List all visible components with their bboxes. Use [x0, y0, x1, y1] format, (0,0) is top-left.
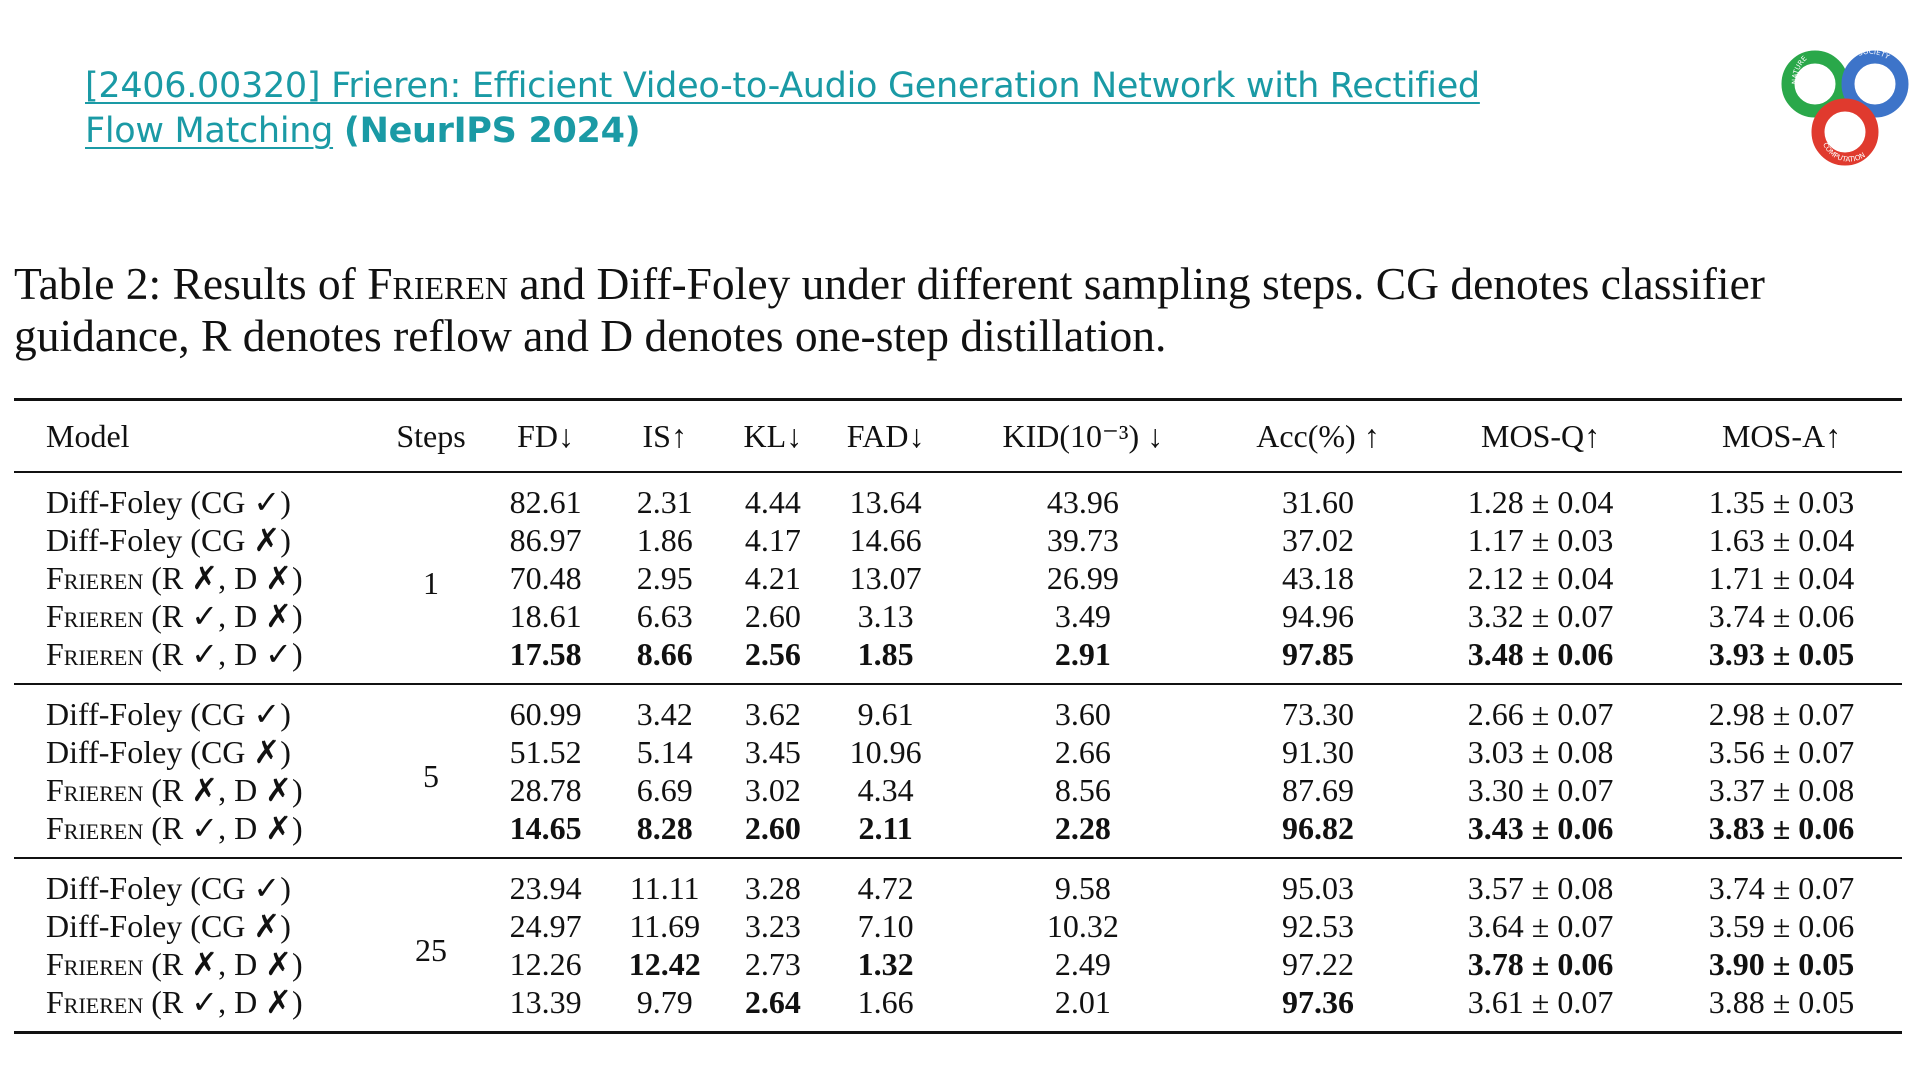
venue-label: (NeurIPS 2024): [343, 111, 641, 151]
cell-mos-q: 3.48 ± 0.06: [1467, 636, 1614, 672]
cell-fd: 28.78: [509, 772, 582, 808]
cell-mos-q: 3.43 ± 0.06: [1467, 810, 1614, 846]
cell-kid: 2.91: [1054, 636, 1111, 672]
cell-fd: 14.65: [509, 810, 582, 846]
cell-acc: 92.53: [1281, 908, 1354, 944]
cell-fd: 13.39: [509, 984, 582, 1020]
column-header-kid: KID(10⁻³) ↓: [1002, 418, 1164, 454]
cell-model: Frieren (R ✓, D ✗): [46, 984, 303, 1020]
cell-fad: 14.66: [849, 522, 922, 558]
cell-acc: 87.69: [1281, 772, 1354, 808]
paper-title: [85, 64, 1565, 154]
cell-kl: 2.73: [744, 946, 801, 982]
table-row: [14, 945, 1902, 983]
results-table-wrap: [14, 398, 1902, 1034]
cell-is: 2.95: [636, 560, 693, 596]
cell-fad: 4.72: [857, 870, 914, 906]
cell-mos-q: 3.61 ± 0.07: [1467, 984, 1614, 1020]
cell-is: 8.28: [636, 810, 693, 846]
cell-kid: 43.96: [1046, 484, 1119, 520]
table-row: [14, 809, 1902, 858]
cell-kl: 3.28: [744, 870, 801, 906]
cell-is: 3.42: [636, 696, 693, 732]
cell-fad: 3.13: [857, 598, 914, 634]
society-logo: [1775, 32, 1915, 172]
cell-steps: 1: [423, 565, 439, 601]
cell-model: Frieren (R ✗, D ✗): [46, 946, 303, 982]
results-table: [14, 398, 1902, 1034]
cell-acc: 37.02: [1281, 522, 1354, 558]
cell-model: Diff-Foley (CG ✓): [46, 696, 291, 732]
column-header-mos-q: MOS-Q↑: [1481, 418, 1601, 454]
cell-fd: 17.58: [509, 636, 582, 672]
cell-kid: 2.66: [1054, 734, 1111, 770]
cell-acc: 94.96: [1281, 598, 1354, 634]
cell-acc: 73.30: [1281, 696, 1354, 732]
cell-mos-q: 3.57 ± 0.08: [1467, 870, 1614, 906]
cell-kid: 10.32: [1046, 908, 1119, 944]
cell-mos-q: 3.32 ± 0.07: [1467, 598, 1614, 634]
table-row: [14, 858, 1902, 907]
table-body: [14, 472, 1902, 1033]
column-header-fd: FD↓: [517, 418, 575, 454]
cell-mos-q: 3.64 ± 0.07: [1467, 908, 1614, 944]
table-row: [14, 983, 1902, 1033]
column-header-kl: KL↓: [743, 418, 803, 454]
cell-is: 11.69: [629, 908, 701, 944]
cell-mos-q: 3.03 ± 0.08: [1467, 734, 1614, 770]
cell-kl: 3.23: [744, 908, 801, 944]
cell-mos-a: 3.83 ± 0.06: [1708, 810, 1855, 846]
cell-kl: 2.60: [744, 598, 801, 634]
cell-is: 8.66: [636, 636, 693, 672]
paper-link[interactable]: [2406.00320] Frieren: Efficient Video-to-Audio Generation Network with Rectified: [85, 66, 1480, 106]
column-header-fad: FAD↓: [846, 418, 925, 454]
column-header-acc: Acc(%) ↑: [1256, 418, 1380, 454]
cell-model: Diff-Foley (CG ✗): [46, 908, 291, 944]
cell-fd: 82.61: [509, 484, 582, 520]
cell-mos-q: 3.30 ± 0.07: [1467, 772, 1614, 808]
table-row: [14, 907, 1902, 945]
cell-mos-a: 3.93 ± 0.05: [1708, 636, 1855, 672]
cell-acc: 43.18: [1281, 560, 1354, 596]
column-header-is: IS↑: [642, 418, 687, 454]
cell-model: Diff-Foley (CG ✗): [46, 522, 291, 558]
cell-acc: 91.30: [1281, 734, 1354, 770]
cell-kl: 2.60: [744, 810, 801, 846]
table-row: [14, 559, 1902, 597]
caption-prefix: Table 2: Results of: [14, 258, 368, 309]
cell-is: 11.11: [629, 870, 700, 906]
cell-kid: 26.99: [1046, 560, 1119, 596]
logo-text-bottom: COMPUTATION: [1821, 141, 1867, 164]
cell-mos-a: 3.56 ± 0.07: [1708, 734, 1855, 770]
cell-is: 5.14: [636, 734, 693, 770]
table-caption: [14, 258, 1914, 362]
cell-model: Frieren (R ✓, D ✓): [46, 636, 303, 672]
paper-link-continued[interactable]: Flow Matching: [85, 111, 334, 151]
cell-mos-a: 3.59 ± 0.06: [1708, 908, 1855, 944]
cell-kl: 3.02: [744, 772, 801, 808]
cell-kid: 3.60: [1054, 696, 1111, 732]
cell-kl: 2.64: [744, 984, 801, 1020]
cell-mos-q: 2.12 ± 0.04: [1467, 560, 1614, 596]
cell-model: Diff-Foley (CG ✓): [46, 870, 291, 906]
cell-fad: 13.64: [849, 484, 922, 520]
cell-mos-q: 1.17 ± 0.03: [1467, 522, 1614, 558]
table-row: [14, 684, 1902, 733]
cell-fad: 1.85: [857, 636, 914, 672]
cell-fd: 24.97: [509, 908, 582, 944]
cell-fd: 18.61: [509, 598, 582, 634]
cell-acc: 31.60: [1281, 484, 1354, 520]
cell-mos-q: 1.28 ± 0.04: [1467, 484, 1614, 520]
cell-mos-a: 2.98 ± 0.07: [1708, 696, 1855, 732]
logo-text-top: NATURE: [1790, 54, 1809, 85]
logo-text-right: SOCIETY: [1857, 47, 1891, 62]
column-header-model: Model: [46, 418, 130, 454]
cell-mos-q: 2.66 ± 0.07: [1467, 696, 1614, 732]
table-row: [14, 635, 1902, 684]
cell-mos-a: 3.74 ± 0.07: [1708, 870, 1855, 906]
cell-acc: 96.82: [1281, 810, 1354, 846]
cell-is: 12.42: [628, 946, 701, 982]
cell-kl: 2.56: [744, 636, 801, 672]
cell-model: Frieren (R ✗, D ✗): [46, 560, 303, 596]
cell-model: Frieren (R ✓, D ✗): [46, 810, 303, 846]
table-row: [14, 521, 1902, 559]
cell-fad: 1.66: [857, 984, 914, 1020]
cell-kl: 3.62: [744, 696, 801, 732]
cell-model: Diff-Foley (CG ✗): [46, 734, 291, 770]
caption-method: Frieren: [367, 258, 509, 309]
caption-suffix: and Diff-Foley under different sampling steps. CG denotes classifier guidance, R denotes reflow and D denotes one-step distillation.: [14, 258, 1765, 361]
cell-model: Frieren (R ✗, D ✗): [46, 772, 303, 808]
table-header-row: [14, 400, 1902, 473]
cell-kid: 8.56: [1054, 772, 1111, 808]
cell-mos-a: 1.35 ± 0.03: [1708, 484, 1855, 520]
table-row: [14, 597, 1902, 635]
cell-acc: 97.36: [1281, 984, 1354, 1020]
cell-mos-a: 1.71 ± 0.04: [1708, 560, 1855, 596]
cell-steps: 25: [415, 932, 447, 968]
cell-model: Diff-Foley (CG ✓): [46, 484, 291, 520]
cell-fd: 12.26: [509, 946, 582, 982]
column-header-steps: Steps: [396, 418, 466, 454]
cell-kl: 4.44: [744, 484, 801, 520]
cell-fd: 70.48: [509, 560, 582, 596]
cell-fad: 2.11: [858, 810, 913, 846]
cell-kl: 4.21: [744, 560, 801, 596]
cell-kl: 4.17: [744, 522, 801, 558]
cell-kid: 9.58: [1054, 870, 1111, 906]
cell-kid: 39.73: [1046, 522, 1119, 558]
cell-fad: 4.34: [857, 772, 914, 808]
cell-acc: 97.22: [1281, 946, 1354, 982]
cell-is: 6.69: [636, 772, 693, 808]
table-row: [14, 733, 1902, 771]
cell-fad: 13.07: [849, 560, 922, 596]
cell-is: 1.86: [636, 522, 693, 558]
cell-is: 9.79: [636, 984, 693, 1020]
cell-acc: 95.03: [1281, 870, 1354, 906]
table-row: [14, 771, 1902, 809]
cell-kid: 2.49: [1054, 946, 1111, 982]
cell-fd: 60.99: [509, 696, 582, 732]
cell-model: Frieren (R ✓, D ✗): [46, 598, 303, 634]
cell-fd: 51.52: [509, 734, 582, 770]
cell-fad: 10.96: [849, 734, 922, 770]
table-row: [14, 472, 1902, 521]
cell-fd: 23.94: [509, 870, 582, 906]
cell-mos-a: 1.63 ± 0.04: [1708, 522, 1855, 558]
cell-mos-q: 3.78 ± 0.06: [1467, 946, 1614, 982]
cell-fad: 7.10: [857, 908, 914, 944]
cell-mos-a: 3.90 ± 0.05: [1708, 946, 1855, 982]
cell-kid: 3.49: [1054, 598, 1111, 634]
slide-header: [85, 64, 1565, 154]
cell-fd: 86.97: [509, 522, 582, 558]
cell-steps: 5: [423, 758, 439, 794]
cell-acc: 97.85: [1281, 636, 1354, 672]
cell-mos-a: 3.74 ± 0.06: [1708, 598, 1855, 634]
cell-is: 6.63: [636, 598, 693, 634]
column-header-mos-a: MOS-A↑: [1721, 418, 1842, 454]
cell-fad: 9.61: [857, 696, 914, 732]
cell-is: 2.31: [636, 484, 693, 520]
cell-kl: 3.45: [744, 734, 801, 770]
cell-kid: 2.28: [1054, 810, 1111, 846]
cell-mos-a: 3.88 ± 0.05: [1708, 984, 1855, 1020]
cell-fad: 1.32: [857, 946, 914, 982]
cell-mos-a: 3.37 ± 0.08: [1708, 772, 1855, 808]
cell-kid: 2.01: [1054, 984, 1111, 1020]
